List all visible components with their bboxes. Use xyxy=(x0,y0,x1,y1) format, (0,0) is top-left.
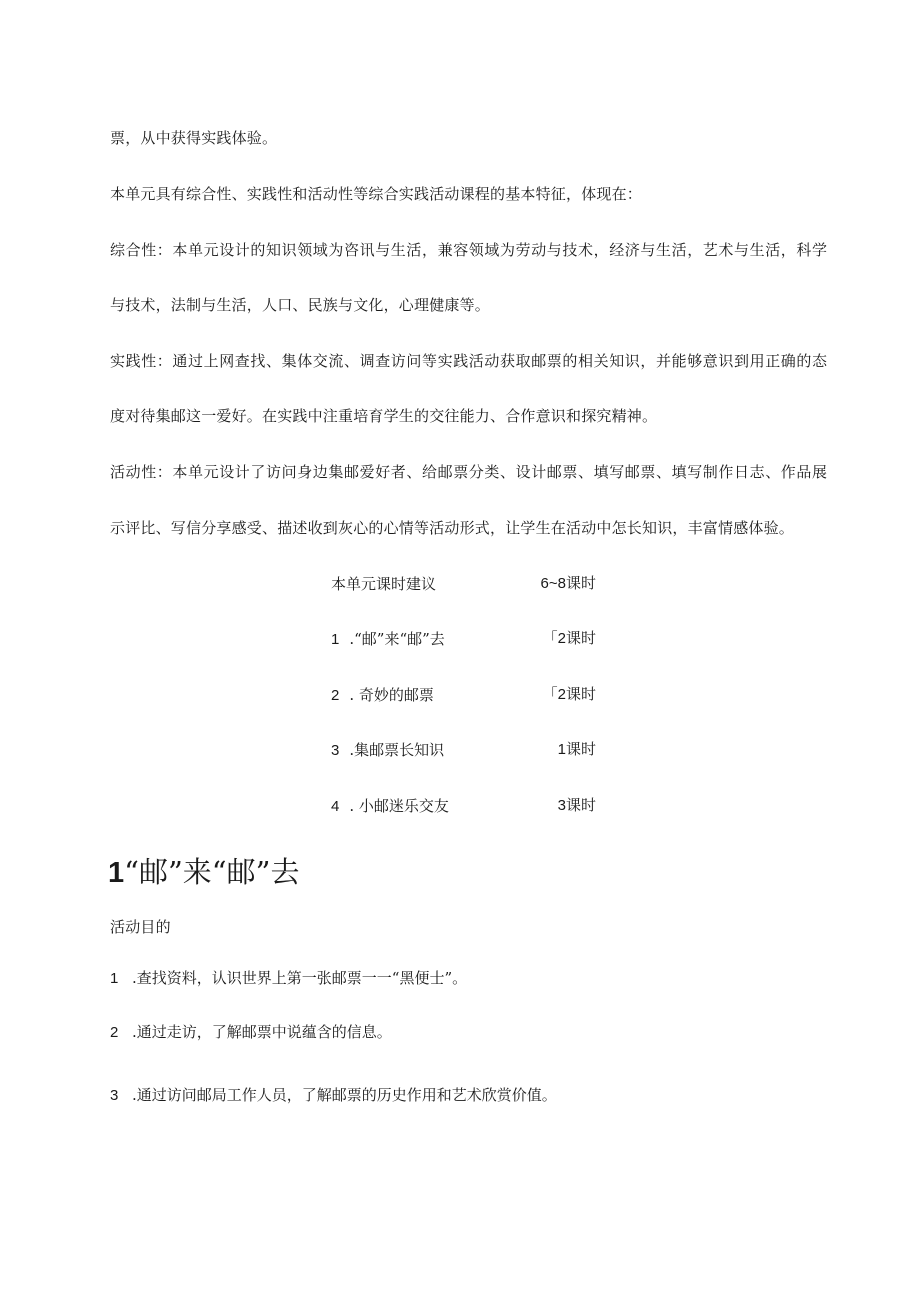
paragraph-line: 示评比、写信分享感受、描述收到灰心的心情等活动形式，让学生在活动中怎长知识，丰富情感体验。 xyxy=(110,519,795,537)
schedule-header-hours: 6~8课时 xyxy=(540,575,596,592)
paragraph-line: 综合性：本单元设计的知识领域为咨讯与生活，兼容领域为劳动与技术，经济与生活，艺术与生活，科学 xyxy=(110,241,828,259)
paragraph-line: 与技术，法制与生活，人口、民族与文化，心理健康等。 xyxy=(110,296,491,314)
goal-item xyxy=(110,1022,392,1043)
goal-item xyxy=(110,1085,557,1106)
schedule-row-hours: 1课时 xyxy=(557,741,596,758)
schedule-row-hours: 3课时 xyxy=(557,797,596,814)
goal-item xyxy=(110,968,467,989)
schedule-row-number: 2 xyxy=(331,687,340,704)
schedule-row-number: 4 xyxy=(331,798,340,815)
schedule-row-title: . 奇妙的邮票 xyxy=(349,686,434,704)
schedule-row xyxy=(331,740,631,760)
schedule-row-number: 3 xyxy=(331,742,340,759)
paragraph-line: 度对待集邮这一爱好。在实践中注重培育学生的交往能力、合作意识和探究精神。 xyxy=(110,407,658,425)
goal-text: .通过走访，了解邮票中说蕴含的信息。 xyxy=(132,1023,392,1041)
paragraph-line: 本单元具有综合性、实践性和活动性等综合实践活动课程的基本特征，体现在： xyxy=(110,185,643,203)
paragraph-line: 票，从中获得实践体验。 xyxy=(110,129,278,147)
schedule-header-label: 本单元课时建议 xyxy=(331,575,437,593)
schedule-row-title: .集邮票长知识 xyxy=(349,741,445,759)
schedule-row-number: 1 xyxy=(331,631,340,648)
schedule-row-hours: 「2课时 xyxy=(542,630,596,647)
paragraph-line: 活动性：本单元设计了访问身边集邮爱好者、给邮票分类、设计邮票、填写邮票、填写制作日志、作品展 xyxy=(110,463,828,481)
goals-heading: 活动目的 xyxy=(110,918,171,936)
schedule-header xyxy=(331,574,631,594)
goal-text: .查找资料，认识世界上第一张邮票一一“黑便士”。 xyxy=(132,969,468,987)
schedule-row xyxy=(331,796,631,816)
goal-number: 3 xyxy=(110,1087,119,1104)
goal-number: 1 xyxy=(110,970,119,987)
paragraph-line: 实践性：通过上网查找、集体交流、调查访问等实践活动获取邮票的相关知识，并能够意识到用正确的态 xyxy=(110,352,828,370)
schedule-row-title: .“邮”来“邮”去 xyxy=(349,630,445,648)
schedule-row xyxy=(331,629,631,649)
schedule-row xyxy=(331,685,631,705)
goal-text: .通过访问邮局工作人员，了解邮票的历史作用和艺术欣赏价值。 xyxy=(132,1086,557,1104)
section-number: 1 xyxy=(108,857,125,889)
section-title: “邮”来“邮”去 xyxy=(124,855,300,889)
schedule-row-hours: 「2课时 xyxy=(542,686,596,703)
schedule-row-title: . 小邮迷乐交友 xyxy=(349,797,449,815)
section-heading xyxy=(108,852,299,893)
goal-number: 2 xyxy=(110,1024,119,1041)
